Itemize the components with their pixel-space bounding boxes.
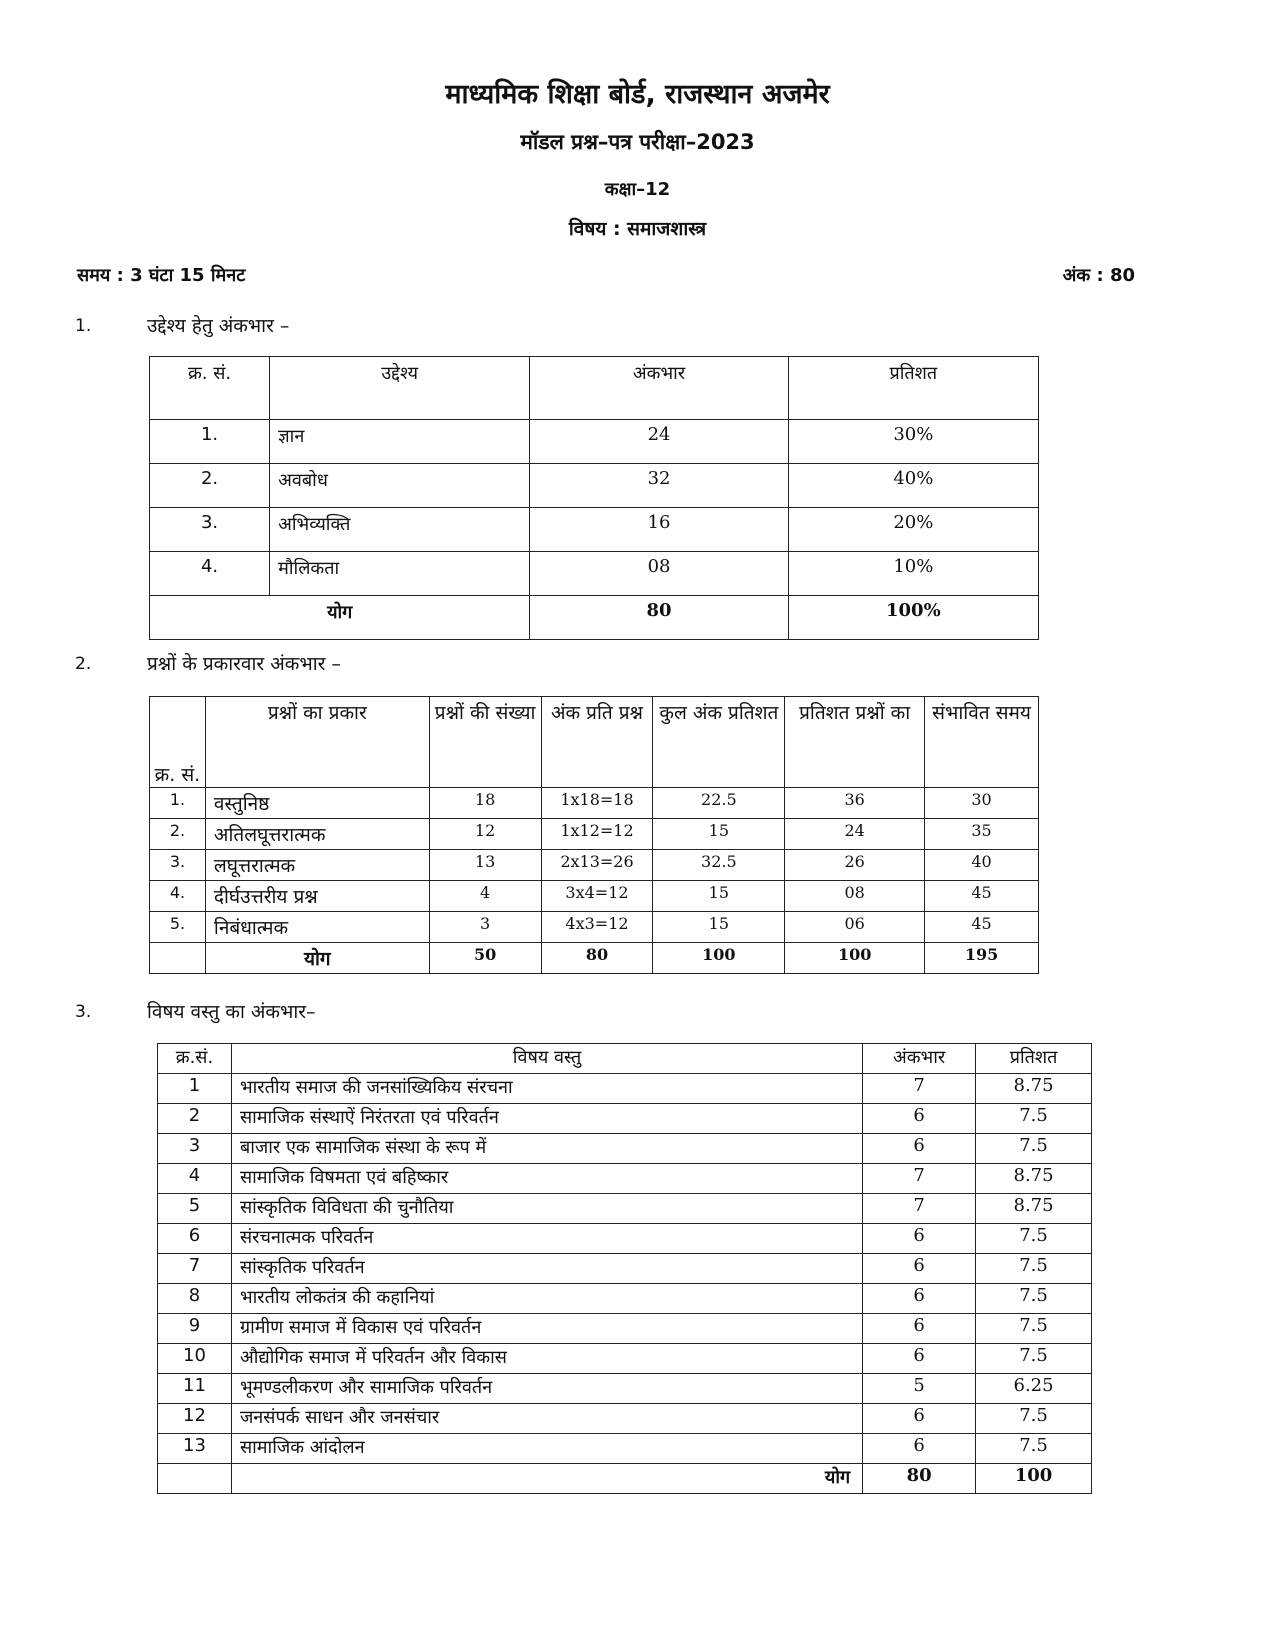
cell: अभिव्यक्ति [270,508,530,552]
cell: 12 [158,1404,232,1434]
header-cell: संभावित समय [925,697,1039,788]
cell: 6 [863,1254,976,1284]
cell: ग्रामीण समाज में विकास एवं परिवर्तन [231,1314,862,1344]
total-cell: 100 [976,1464,1092,1494]
cell: 11 [158,1374,232,1404]
header-cell: प्रतिशत [976,1044,1092,1074]
section1-title: उद्देश्य हेतु अंकभार – [147,315,290,337]
table-row [158,1224,1092,1254]
cell: भारतीय लोकतंत्र की कहानियां [231,1284,862,1314]
cell: 6 [863,1434,976,1464]
total-cell: 50 [429,943,541,974]
cell: 35 [925,819,1039,850]
cell: 24 [785,819,925,850]
header-cell: प्रश्नों का प्रकार [205,697,429,788]
total-cell: 80 [863,1464,976,1494]
cell: 16 [530,508,788,552]
class-label: कक्षा–12 [604,179,671,200]
cell: लघूत्तरात्मक [205,850,429,881]
table-row [158,1314,1092,1344]
cell: 4 [158,1164,232,1194]
cell: 13 [158,1434,232,1464]
total-cell: 80 [541,943,653,974]
total-cell: 80 [530,596,788,640]
cell: 40% [788,464,1038,508]
cell: 7.5 [976,1314,1092,1344]
cell: 7.5 [976,1284,1092,1314]
cell: बाजार एक सामाजिक संस्था के रूप में [231,1134,862,1164]
header-cell: क्र. सं. [150,697,206,788]
header-cell: उद्देश्य [270,357,530,420]
cell: 1 [158,1074,232,1104]
cell: भूमण्डलीकरण और सामाजिक परिवर्तन [231,1374,862,1404]
header-cell: अंक प्रति प्रश्न [541,697,653,788]
cell: 30 [925,788,1039,819]
header-cell: अंकभार [530,357,788,420]
table-row [158,1284,1092,1314]
cell: निबंधात्मक [205,912,429,943]
cell: 10% [788,552,1038,596]
cell: भारतीय समाज की जनसांख्यिकिय संरचना [231,1074,862,1104]
header-cell: क्र. सं. [150,357,270,420]
section2-title: प्रश्नों के प्रकारवार अंकभार – [147,653,341,675]
total-label: योग [150,596,530,640]
table-row [158,1344,1092,1374]
cell: 7.5 [976,1104,1092,1134]
cell: 45 [925,912,1039,943]
table-row [158,1434,1092,1464]
cell: मौलिकता [270,552,530,596]
cell: 08 [530,552,788,596]
cell: 8.75 [976,1164,1092,1194]
total-row [158,1464,1092,1494]
cell: 6 [863,1104,976,1134]
board-title: माध्यमिक शिक्षा बोर्ड, राजस्थान अजमेर [445,79,830,110]
header-cell: कुल अंक प्रतिशत [653,697,785,788]
empty-cell [150,943,206,974]
cell: 7.5 [976,1404,1092,1434]
cell: 6 [863,1134,976,1164]
total-label: योग [231,1464,862,1494]
total-row [150,596,1039,640]
cell: 3 [429,912,541,943]
table-row [158,1104,1092,1134]
time-label: समय : 3 घंटा 15 मिनट [77,265,246,286]
cell: सामाजिक आंदोलन [231,1434,862,1464]
cell: 2. [150,819,206,850]
cell: 4. [150,881,206,912]
cell: संरचनात्मक परिवर्तन [231,1224,862,1254]
cell: 5. [150,912,206,943]
section1-number: 1. [75,316,92,336]
cell: 7.5 [976,1344,1092,1374]
table-row [150,420,1039,464]
subject-label: विषय : समाजशास्त्र [568,218,707,240]
total-cell: 100 [785,943,925,974]
cell: 6 [158,1224,232,1254]
table-row [150,788,1039,819]
cell: 6 [863,1224,976,1254]
cell: 4x3=12 [541,912,653,943]
cell: 22.5 [653,788,785,819]
cell: 3x4=12 [541,881,653,912]
cell: 7.5 [976,1254,1092,1284]
cell: 4. [150,552,270,596]
header-cell: प्रतिशत [788,357,1038,420]
table-row [150,912,1039,943]
cell: अवबोध [270,464,530,508]
cell: 7 [863,1164,976,1194]
table-row [150,819,1039,850]
table-row [158,1374,1092,1404]
cell: 40 [925,850,1039,881]
content-weightage-table [157,1043,1092,1494]
cell: 32.5 [653,850,785,881]
cell: 7 [863,1194,976,1224]
table-row [150,464,1039,508]
table-row [158,1164,1092,1194]
cell: सामाजिक विषमता एवं बहिष्कार [231,1164,862,1194]
cell: 6 [863,1344,976,1374]
header-cell: विषय वस्तु [231,1044,862,1074]
cell: 5 [863,1374,976,1404]
total-cell: 100% [788,596,1038,640]
table-row [158,1134,1092,1164]
cell: 4 [429,881,541,912]
cell: 2. [150,464,270,508]
cell: 5 [158,1194,232,1224]
cell: 36 [785,788,925,819]
cell: 13 [429,850,541,881]
cell: 26 [785,850,925,881]
table-header-row [150,697,1039,788]
table-header-row [158,1044,1092,1074]
cell: 30% [788,420,1038,464]
cell: ज्ञान [270,420,530,464]
cell: सामाजिक संस्थाऐं निरंतरता एवं परिवर्तन [231,1104,862,1134]
section3-number: 3. [75,1002,92,1022]
total-row [150,943,1039,974]
cell: 7.5 [976,1134,1092,1164]
cell: 12 [429,819,541,850]
table-row [158,1074,1092,1104]
cell: सांस्कृतिक विविधता की चुनौतिया [231,1194,862,1224]
cell: औद्योगिक समाज में परिवर्तन और विकास [231,1344,862,1374]
empty-cell [158,1464,232,1494]
header-cell: क्र.सं. [158,1044,232,1074]
cell: 9 [158,1314,232,1344]
table-row [158,1404,1092,1434]
cell: 8.75 [976,1074,1092,1104]
cell: 2 [158,1104,232,1134]
cell: 32 [530,464,788,508]
cell: 08 [785,881,925,912]
table-header-row [150,357,1039,420]
table-row [150,850,1039,881]
marks-label: अंक : 80 [1062,265,1135,286]
total-cell: 195 [925,943,1039,974]
cell: 3 [158,1134,232,1164]
section3-title: विषय वस्तु का अंकभार– [147,1001,316,1023]
cell: 1x18=18 [541,788,653,819]
cell: 3. [150,508,270,552]
cell: 7 [158,1254,232,1284]
cell: 6 [863,1284,976,1314]
cell: 15 [653,881,785,912]
cell: 1. [150,788,206,819]
cell: जनसंपर्क साधन और जनसंचार [231,1404,862,1434]
header-cell: प्रश्नों की संख्या [429,697,541,788]
cell: 1. [150,420,270,464]
cell: 20% [788,508,1038,552]
cell: 6 [863,1314,976,1344]
header-cell: प्रतिशत प्रश्नों का [785,697,925,788]
cell: 45 [925,881,1039,912]
cell: 2x13=26 [541,850,653,881]
table-row [150,508,1039,552]
cell: 06 [785,912,925,943]
objective-weightage-table [149,356,1039,640]
table-row [158,1194,1092,1224]
paper-title: मॉडल प्रश्न–पत्र परीक्षा–2023 [520,130,755,154]
cell: 10 [158,1344,232,1374]
table-row [150,881,1039,912]
total-label: योग [205,943,429,974]
cell: 7.5 [976,1434,1092,1464]
cell: 8.75 [976,1194,1092,1224]
cell: 15 [653,912,785,943]
cell: 3. [150,850,206,881]
table-row [158,1254,1092,1284]
cell: 1x12=12 [541,819,653,850]
cell: सांस्कृतिक परिवर्तन [231,1254,862,1284]
cell: 24 [530,420,788,464]
cell: 6.25 [976,1374,1092,1404]
total-cell: 100 [653,943,785,974]
cell: दीर्घउत्तरीय प्रश्न [205,881,429,912]
cell: वस्तुनिष्ठ [205,788,429,819]
cell: 18 [429,788,541,819]
cell: 8 [158,1284,232,1314]
cell: 7 [863,1074,976,1104]
cell: 7.5 [976,1224,1092,1254]
table-row [150,552,1039,596]
cell: 15 [653,819,785,850]
header-cell: अंकभार [863,1044,976,1074]
cell: 6 [863,1404,976,1434]
question-type-table [149,696,1039,974]
section2-number: 2. [75,654,92,674]
cell: अतिलघूत्तरात्मक [205,819,429,850]
